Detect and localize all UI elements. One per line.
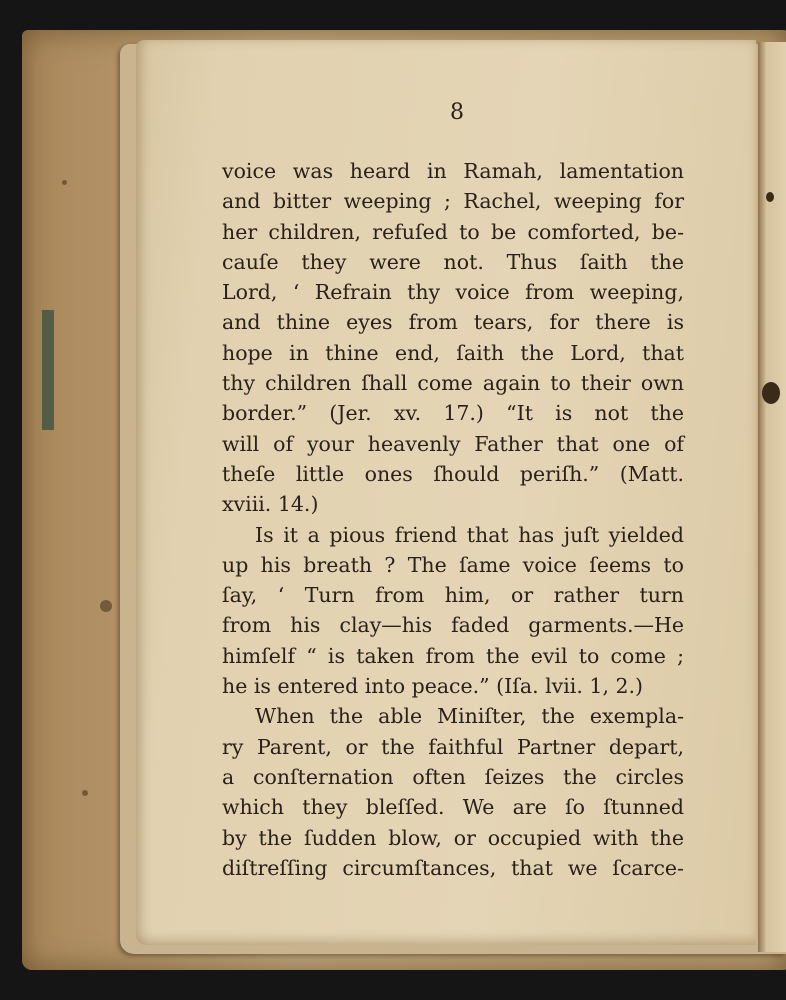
cover-spot [100, 600, 112, 612]
text-line: himſelf “ is taken from the evil to come ; [222, 643, 684, 668]
text-line: will of your heavenly Father that one of [222, 431, 684, 456]
text-line: up his breath ? The ſame voice ſeems to [222, 552, 684, 577]
text-line: and bitter weeping ; Rachel, weeping for [222, 189, 684, 214]
text-line: When the able Miniſter, the exempla- [255, 704, 684, 729]
text-line: her children, refuſed to be comforted, be- [222, 219, 684, 244]
binding-hole [762, 382, 780, 404]
text-line: Lord, ‘ Refrain thy voice from weeping, [222, 280, 684, 305]
text-line: from his clay—his faded garments.—He [222, 613, 684, 638]
text-line: ry Parent, or the faithful Partner depart, [222, 734, 684, 759]
text-line: and thine eyes from tears, for there is [222, 310, 684, 335]
text-line: diſtreſſing circumſtances, that we ſcarce- [222, 855, 684, 880]
body-text [222, 156, 684, 883]
text-line: border.” (Jer. xv. 17.) “It is not the [222, 401, 684, 426]
text-line: he is entered into peace.” (Iſa. lvii. 1, 2.) [222, 674, 644, 699]
text-line: a conſternation often ſeizes the circles [222, 764, 684, 789]
text-line: xviii. 14.) [222, 492, 319, 517]
text-line: Is it a pious friend that has juſt yielded [255, 522, 684, 547]
page-number: 8 [450, 100, 464, 125]
text-line: theſe little ones ſhould periſh.” (Matt. [222, 461, 684, 486]
text-line: cauſe they were not. Thus ſaith the [222, 249, 684, 274]
cover-spot [82, 790, 88, 796]
text-line: by the ſudden blow, or occupied with the [222, 825, 684, 850]
cover-spot [62, 180, 67, 185]
cover-stain [42, 310, 54, 430]
text-line: voice was heard in Ramah, lamentation [222, 159, 684, 183]
text-line: ſay, ‘ Turn from him, or rather turn [222, 583, 684, 608]
text-line: which they bleſſed. We are ſo ſtunned [222, 795, 684, 820]
text-line: hope in thine end, ſaith the Lord, that [222, 340, 684, 365]
text-line: thy children ſhall come again to their own [222, 371, 684, 396]
binding-hole [766, 192, 774, 202]
facing-page-edge [758, 42, 786, 952]
